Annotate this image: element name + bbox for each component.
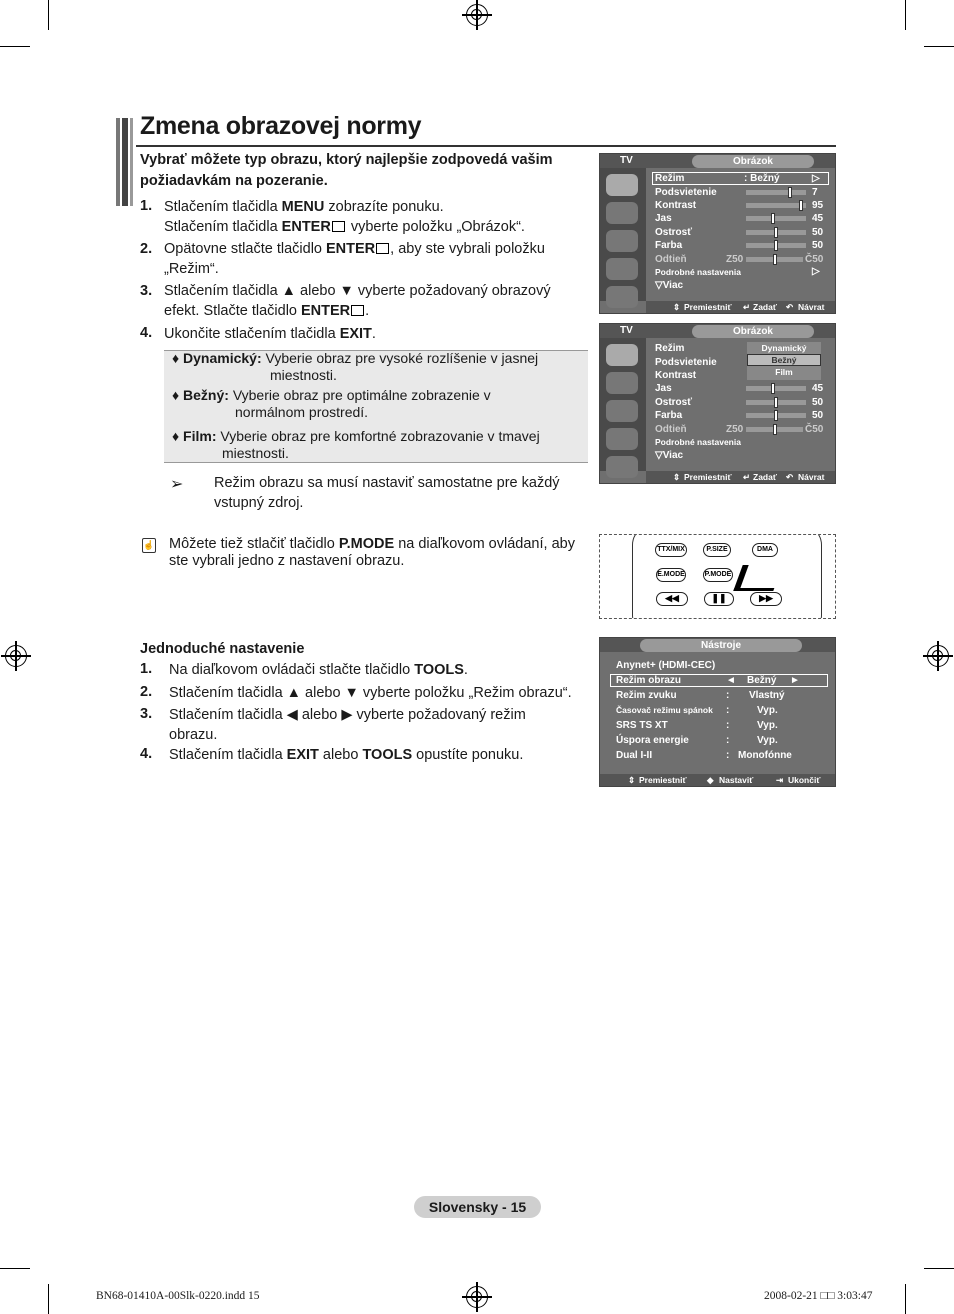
crop-mark xyxy=(905,0,906,30)
osd-picture-menu-dropdown xyxy=(599,323,836,484)
dropdown-option-selected[interactable]: Bežný xyxy=(747,354,821,366)
easy-step-number: 1. xyxy=(140,661,153,677)
osd-tv-label: TV xyxy=(620,155,633,166)
tools-header xyxy=(600,638,835,652)
move-icon: ⇕ xyxy=(673,472,681,482)
crop-mark xyxy=(0,46,30,47)
remote-note-text: Môžete tiež stlačiť tlačidlo P.MODE na diaľkovom ovládaní, aby ste vybrali jedno z nastavení obrazu. xyxy=(169,536,575,569)
print-footer-left: BN68-01410A-00Slk-0220.indd 15 xyxy=(96,1290,260,1302)
osd-footer xyxy=(646,301,835,313)
easy-step-number: 2. xyxy=(140,684,153,700)
step-number: 2. xyxy=(140,241,153,257)
tools-sep: : xyxy=(726,750,730,761)
osd-footer-move: Premiestniť xyxy=(684,302,732,312)
step-2-line-2: „Režim“. xyxy=(164,261,219,277)
osd-picture-menu xyxy=(599,153,836,314)
note-text: Režim obrazu sa musí nastaviť samostatne pre každý vstupný zdroj. xyxy=(214,475,560,511)
osd-tint-slider xyxy=(746,257,803,262)
tools-sep: : xyxy=(726,690,730,701)
page-number-badge: Slovensky - 15 xyxy=(414,1196,541,1218)
osd-row: Ostrosť xyxy=(655,397,693,408)
tools-row-label[interactable]: Dual I-II xyxy=(616,750,653,761)
tools-row-value: Bežný xyxy=(747,675,777,686)
tools-footer-move: Premiestniť xyxy=(639,775,687,785)
crop-mark xyxy=(48,1284,49,1314)
tools-row-value: Vlastný xyxy=(749,690,785,701)
osd-value: 50 xyxy=(812,397,824,408)
crop-mark xyxy=(48,0,49,30)
osd-footer xyxy=(646,471,835,483)
osd-slider-knob xyxy=(773,424,777,435)
osd-slider xyxy=(746,203,806,208)
osd-slider-knob xyxy=(788,187,792,198)
return-icon: ↶ xyxy=(786,302,794,312)
osd-footer-enter: Zadať xyxy=(753,472,777,482)
osd-mode-value: : Bežný xyxy=(744,173,780,184)
osd-value: 45 xyxy=(812,213,824,224)
enter-icon xyxy=(376,243,389,254)
crop-mark xyxy=(905,1284,906,1314)
osd-value: 45 xyxy=(812,383,824,394)
enter-icon: ↵ xyxy=(743,472,751,482)
mode-dropdown[interactable] xyxy=(747,342,821,380)
dropdown-option[interactable]: Dynamický xyxy=(761,343,807,353)
tools-footer xyxy=(600,774,835,786)
osd-slider-knob xyxy=(774,410,778,421)
osd-slider-knob xyxy=(773,254,777,265)
osd-slider-knob xyxy=(774,227,778,238)
osd-footer-enter: Zadať xyxy=(753,302,777,312)
crop-mark xyxy=(924,1268,954,1269)
osd-arrow-icon: ▷ xyxy=(812,266,820,277)
osd-menu-title: Obrázok xyxy=(692,155,814,168)
pause-button[interactable]: ❚❚ xyxy=(704,592,734,606)
tools-row-label[interactable]: Anynet+ (HDMI-CEC) xyxy=(616,660,716,671)
osd-row: Podrobné nastavenia xyxy=(655,437,741,447)
osd-slider xyxy=(746,216,806,221)
tools-row-label[interactable]: Režim obrazu xyxy=(616,675,682,686)
step-2-line-1: Opätovne stlačte tlačidlo ENTER , aby ste vybrali položku xyxy=(164,241,545,257)
registration-mark-icon xyxy=(466,1286,488,1308)
remote-note-icon: ☝ xyxy=(142,538,156,553)
tools-row-label[interactable]: SRS TS XT xyxy=(616,720,668,731)
osd-slider xyxy=(746,386,806,391)
easy-step-number: 4. xyxy=(140,746,153,762)
osd-slider xyxy=(746,400,806,405)
step-3-line-1: Stlačením tlačidla ▲ alebo ▼ vyberte požadovaný obrazový xyxy=(164,283,551,299)
step-number: 3. xyxy=(140,283,153,299)
osd-row: Farba xyxy=(655,240,683,251)
osd-slider-knob xyxy=(771,213,775,224)
move-icon: ⇕ xyxy=(673,302,681,312)
osd-row: Ostrosť xyxy=(655,227,693,238)
osd-menu-title: Obrázok xyxy=(692,325,814,338)
osd-value: 50 xyxy=(812,410,824,421)
remote-illustration xyxy=(599,534,836,619)
osd-row: Kontrast xyxy=(655,200,697,211)
dma-button[interactable]: DMA xyxy=(752,543,778,557)
tools-title: Nástroje xyxy=(640,639,802,652)
easy-setup-heading: Jednoduché nastavenie xyxy=(140,641,305,657)
ttx-mix-button[interactable]: TTX/MIX xyxy=(655,543,687,557)
osd-row: Podsvietenie xyxy=(655,357,717,368)
step-number: 1. xyxy=(140,198,153,214)
osd-slider xyxy=(746,190,806,195)
osd-sidebar xyxy=(600,168,646,301)
right-arrow-icon[interactable]: ► xyxy=(790,675,800,686)
osd-tv-label: TV xyxy=(620,325,633,336)
osd-footer-move: Premiestniť xyxy=(684,472,732,482)
osd-row: ▽Viac xyxy=(655,450,684,461)
osd-row: Podsvietenie xyxy=(655,187,717,198)
input-icon xyxy=(606,456,638,478)
osd-tools-menu xyxy=(599,637,836,787)
osd-tint-right: Č50 xyxy=(805,254,824,265)
osd-slider-knob xyxy=(799,200,803,211)
osd-footer-return: Návrat xyxy=(798,302,825,312)
tools-sep: : xyxy=(726,705,730,716)
title-decoration xyxy=(116,118,133,206)
osd-value: 7 xyxy=(812,187,818,198)
enter-icon xyxy=(332,221,345,232)
exit-icon: ⇥ xyxy=(776,775,784,785)
channel-icon xyxy=(606,230,638,252)
osd-slider-knob xyxy=(774,240,778,251)
dropdown-option[interactable]: Film xyxy=(775,367,793,377)
registration-mark-icon xyxy=(5,645,27,667)
input-icon xyxy=(606,286,638,308)
tools-row-value: Vyp. xyxy=(757,720,778,731)
adjust-icon: ◆ xyxy=(707,775,714,785)
osd-value: 95 xyxy=(812,200,824,211)
osd-arrow-icon: ▷ xyxy=(812,173,820,184)
osd-row: ▽Viac xyxy=(655,280,684,291)
osd-value: 50 xyxy=(812,227,824,238)
crop-mark xyxy=(0,1268,30,1269)
easy-step-3: Stlačením tlačidla ◀ alebo ▶ vyberte požadovaný režim obrazu. xyxy=(169,707,526,743)
tools-sep: : xyxy=(726,720,730,731)
osd-row: Jas xyxy=(655,213,672,224)
osd-row: Podrobné nastavenia xyxy=(655,267,741,277)
registration-mark-icon xyxy=(466,4,488,26)
osd-tint-left: Z50 xyxy=(726,254,744,265)
osd-row: Režim xyxy=(655,343,685,354)
osd-tint-right: Č50 xyxy=(805,424,824,435)
osd-row: Režim xyxy=(655,173,685,184)
setup-icon xyxy=(606,258,638,280)
registration-mark-icon xyxy=(927,645,949,667)
p-mode-button[interactable]: P.MODE xyxy=(703,568,733,582)
move-icon: ⇕ xyxy=(628,775,636,785)
setup-icon xyxy=(606,428,638,450)
print-footer-right: 2008-02-21 □□ 3:03:47 xyxy=(764,1290,873,1302)
easy-step-2: Stlačením tlačidla ▲ alebo ▼ vyberte položku „Režim obrazu“. xyxy=(169,685,572,701)
sound-icon xyxy=(606,202,638,224)
channel-icon xyxy=(606,400,638,422)
picture-icon xyxy=(606,174,638,196)
step-1-line-2: Stlačením tlačidla ENTER vyberte položku „Obrázok“. xyxy=(164,219,525,235)
step-1-line-1: Stlačením tlačidla MENU zobrazíte ponuku. xyxy=(164,199,444,215)
fast-forward-button[interactable]: ▶▶ xyxy=(750,592,782,606)
easy-step-number: 3. xyxy=(140,706,153,722)
tools-row-label[interactable]: Režim zvuku xyxy=(616,690,677,701)
osd-slider-knob xyxy=(771,383,775,394)
osd-footer-return: Návrat xyxy=(798,472,825,482)
crop-mark xyxy=(924,46,954,47)
intro-text: Vybrať môžete typ obrazu, ktorý najlepšie zodpovedá vašim požiadavkám na pozeranie. xyxy=(140,152,553,189)
tools-row-label[interactable]: Úspora energie xyxy=(616,735,689,746)
return-icon: ↶ xyxy=(786,472,794,482)
osd-row: Farba xyxy=(655,410,683,421)
p-size-button[interactable]: P.SIZE xyxy=(703,543,731,557)
osd-tint-slider xyxy=(746,427,803,432)
step-3-line-2: efekt. Stlačte tlačidlo ENTER . xyxy=(164,303,370,319)
note-arrow-icon: ➢ xyxy=(170,476,184,493)
osd-sidebar xyxy=(600,338,646,471)
title-rule xyxy=(136,145,836,147)
tools-sep: : xyxy=(726,735,730,746)
mode-movie: ♦ Film: Vyberie obraz pre komfortné zobrazovanie v tmavej miestnosti. xyxy=(172,428,540,461)
easy-step-1: Na diaľkovom ovládači stlačte tlačidlo TOOLS. xyxy=(169,662,468,678)
tools-footer-exit: Ukončiť xyxy=(788,775,821,785)
osd-row: Odtieň xyxy=(655,254,687,265)
e-mode-button[interactable]: E.MODE xyxy=(656,568,686,582)
easy-step-4: Stlačením tlačidla EXIT alebo TOOLS opustíte ponuku. xyxy=(169,747,524,763)
osd-header xyxy=(600,154,835,168)
osd-slider xyxy=(746,413,806,418)
page-title: Zmena obrazovej normy xyxy=(140,112,422,140)
osd-row: Jas xyxy=(655,383,672,394)
tools-row-value: Vyp. xyxy=(757,705,778,716)
rewind-button[interactable]: ◀◀ xyxy=(656,592,688,606)
picture-icon xyxy=(606,344,638,366)
enter-icon: ↵ xyxy=(743,302,751,312)
step-number: 4. xyxy=(140,325,153,341)
osd-row: Kontrast xyxy=(655,370,697,381)
mode-dynamic: ♦ Dynamický: Vyberie obraz pre vysoké rozlíšenie v jasnej miestnosti. xyxy=(172,350,539,383)
osd-slider-knob xyxy=(774,397,778,408)
step-4-line: Ukončite stlačením tlačidla EXIT. xyxy=(164,326,376,342)
osd-value: 50 xyxy=(812,240,824,251)
tools-row-value: Monofónne xyxy=(738,750,792,761)
tools-row-value: Vyp. xyxy=(757,735,778,746)
tools-footer-adjust: Nastaviť xyxy=(719,775,754,785)
osd-slider xyxy=(746,243,806,248)
mode-standard: ♦ Bežný: Vyberie obraz pre optimálne zobrazenie v normálnom prostredí. xyxy=(172,387,491,420)
osd-header xyxy=(600,324,835,338)
sound-icon xyxy=(606,372,638,394)
osd-slider xyxy=(746,230,806,235)
osd-row: Odtieň xyxy=(655,424,687,435)
osd-tint-left: Z50 xyxy=(726,424,744,435)
left-arrow-icon[interactable]: ◄ xyxy=(726,675,736,686)
enter-icon xyxy=(351,305,364,316)
tools-row-label[interactable]: Časovač režimu spánok xyxy=(616,705,713,715)
